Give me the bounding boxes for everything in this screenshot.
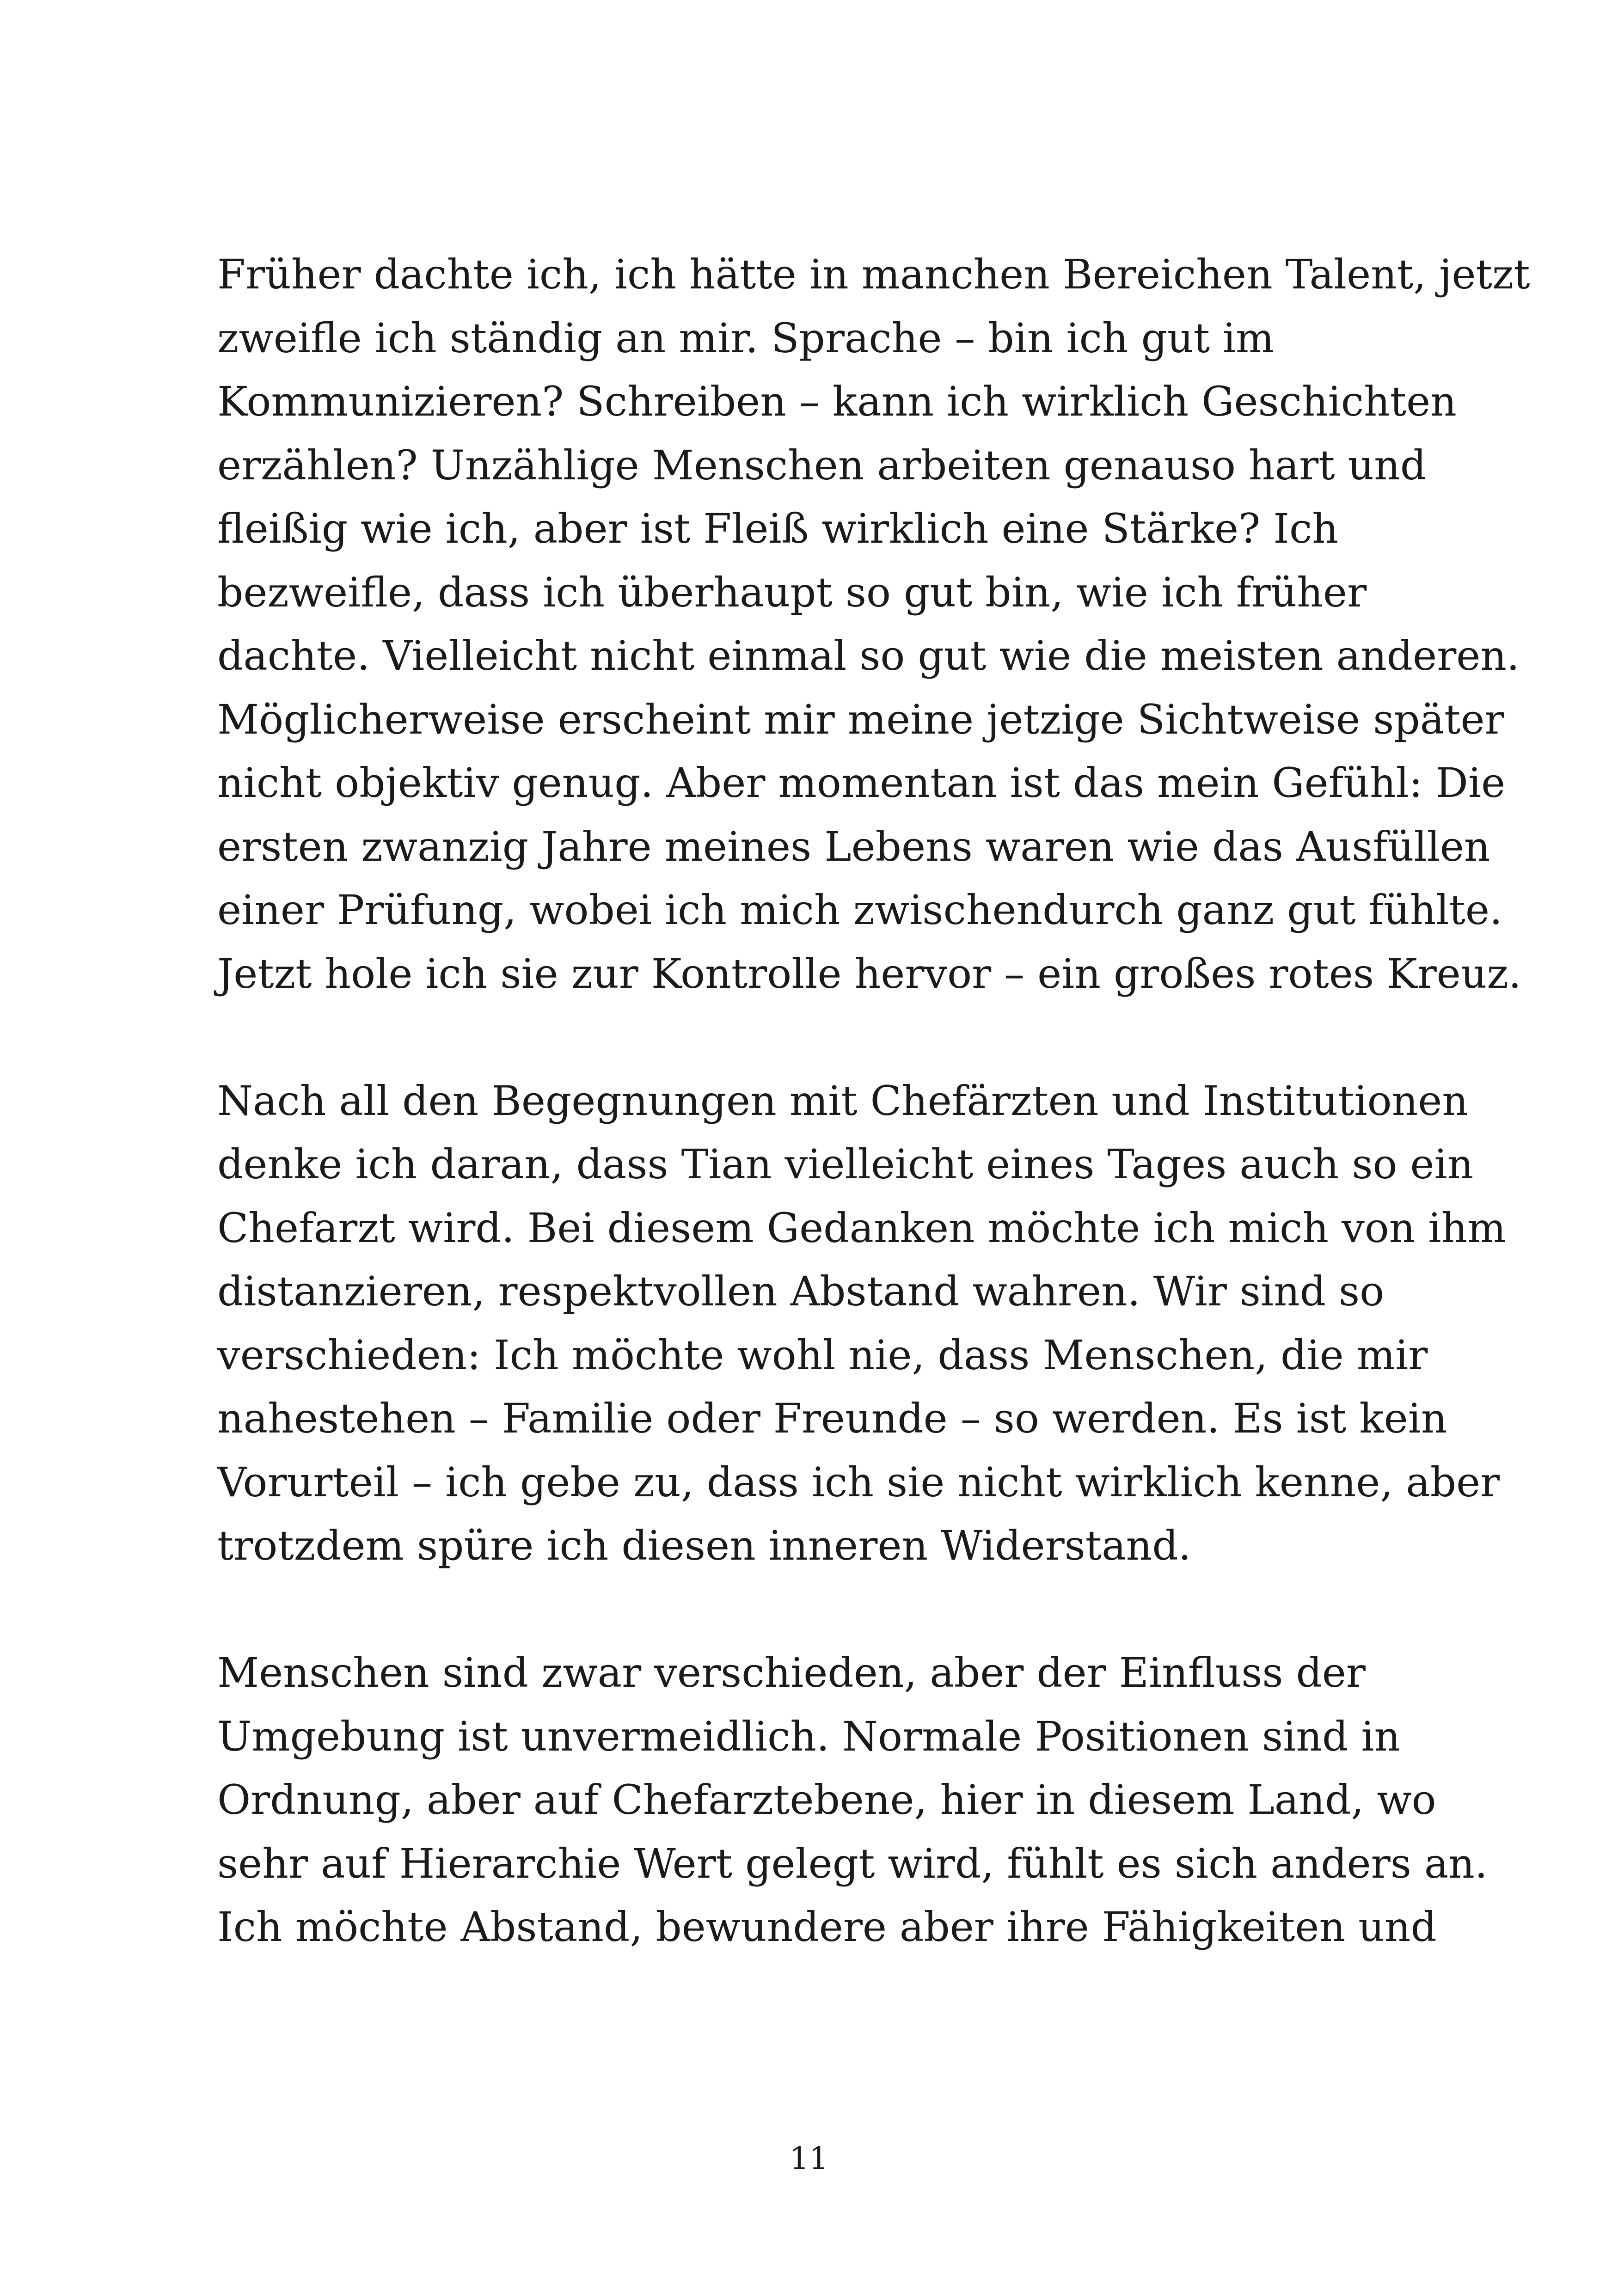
paragraph-3 <box>217 1641 1488 1959</box>
text-line: fleißig wie ich, aber ist Fleiß wirklich eine Stärke? Ich <box>217 505 1338 552</box>
text-line: nicht objektiv genug. Aber momentan ist das mein Gefühl: Die <box>217 759 1506 807</box>
page-number: 11 <box>790 2141 828 2176</box>
text-line: Jetzt hole ich sie zur Kontrolle hervor – ein großes rotes Kreuz. <box>217 949 1521 998</box>
text-line: Kommunizieren? Schreiben – kann ich wirklich Geschichten <box>217 378 1457 425</box>
text-line: Möglicherweise erscheint mir meine jetzige Sichtweise später <box>217 695 1504 743</box>
text-line: ersten zwanzig Jahre meines Lebens waren wie das Ausfüllen <box>217 822 1490 870</box>
text-line: verschieden: Ich möchte wohl nie, dass Menschen, die mir <box>217 1331 1428 1379</box>
text-line: Ordnung, aber auf Chefarztebene, hier in diesem Land, wo <box>217 1776 1436 1824</box>
text-line: sehr auf Hierarchie Wert gelegt wird, fühlt es sich anders an. <box>217 1839 1488 1887</box>
text-line: erzählen? Unzählige Menschen arbeiten genauso hart und <box>217 441 1427 489</box>
text-line: dachte. Vielleicht nicht einmal so gut wie die meisten anderen. <box>217 632 1520 680</box>
text-line: bezweifle, dass ich überhaupt so gut bin, wie ich früher <box>217 568 1367 616</box>
text-line: trotzdem spüre ich diesen inneren Widerstand. <box>217 1522 1191 1569</box>
text-line: distanzieren, respektvollen Abstand wahren. Wir sind so <box>217 1267 1385 1315</box>
text-line: Früher dachte ich, ich hätte in manchen Bereichen Talent, jetzt <box>217 251 1530 298</box>
text-line: Chefarzt wird. Bei diesem Gedanken möchte ich mich von ihm <box>217 1204 1506 1252</box>
text-line: zweifle ich ständig an mir. Sprache – bin ich gut im <box>217 314 1275 362</box>
text-line: Umgebung ist unvermeidlich. Normale Positionen sind in <box>217 1712 1401 1760</box>
text-line: Menschen sind zwar verschieden, aber der Einfluss der <box>217 1649 1366 1696</box>
text-line: einer Prüfung, wobei ich mich zwischendurch ganz gut fühlte. <box>217 886 1502 934</box>
body-text <box>217 243 1530 2022</box>
text-line: Nach all den Begegnungen mit Chefärzten und Institutionen <box>217 1077 1469 1125</box>
paragraph-1 <box>217 243 1530 1005</box>
text-line: nahestehen – Familie oder Freunde – so werden. Es ist kein <box>217 1395 1447 1442</box>
text-line: Vorurteil – ich gebe zu, dass ich sie nicht wirklich kenne, aber <box>217 1458 1500 1506</box>
text-line: Ich möchte Abstand, bewundere aber ihre Fähigkeiten und <box>217 1903 1437 1951</box>
paragraph-2 <box>217 1069 1506 1578</box>
text-line: denke ich daran, dass Tian vielleicht eines Tages auch so ein <box>217 1140 1474 1188</box>
